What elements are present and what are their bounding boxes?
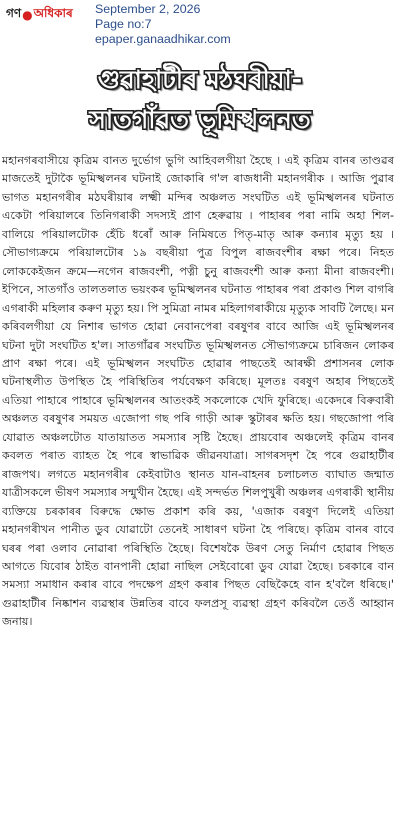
page-number: Page no:7 [95, 17, 152, 31]
logo-right-text: অধিকাৰ [33, 6, 73, 20]
edition-date: September 2, 2026 [95, 2, 201, 16]
edition-meta [95, 2, 395, 47]
article-headline [0, 60, 400, 150]
epaper-url: epaper.ganaadhikar.com [95, 32, 231, 46]
article-body [2, 152, 394, 817]
masthead [0, 0, 400, 58]
logo-dot-icon: ● [22, 8, 33, 22]
article-paragraph: মহানগৰবাসীয়ে কৃত্ৰিম বানত দুৰ্ভোগ ভুগি আহিবলগীয়া হৈছে । এই কৃত্ৰিম বানৰ তাণ্ডৱৰ মাজতেই দুটাকৈ ভূমিস্খলনৰ ঘটনাই জোকাৰি গ'ল ৰাজধানী মহানগৰীক । আজি পুৱাৰ ভাগত মহানগৰীৰ মঠঘৰীয়াৰ লক্ষ্মী মন্দিৰ অঞ্চলত সংঘটিত এই ভূমিস্খলনৰ ঘটনাত একেটা পৰিয়ালৰে তিনিগৰাকী সদস্যই প্ৰাণ হেৰুৱায় । পাহাৰৰ পৰা নামি অহা শিল-বালিয়ে পৰিয়ালটোক হেঁচি ধৰোঁ আৰু নিমিষতে পিতৃ-মাতৃ আৰু কন্যাৰ মৃত্যু হয় । সৌভাগ্যক্ৰমে পৰিয়ালটোৰ ১৯ বছৰীয়া পুত্ৰ বিপুল ৰাজবংশীৰ ৰক্ষা পৰে। নিহত লোককেইজন ক্ৰমে—নগেন ৰাজবংশী, পত্নী চুনু ৰাজবংশী আৰু কন্যা মীনা ৰাজবংশী। ইপিনে, সাতগাঁও তালতলাত ভয়ংকৰ ভূমিস্খলনৰ ঘটনাত পাহাৰৰ পৰা প্ৰকাণ্ড শিল বাগৰি এগৰাকী মহিলাৰ কৰুণ মৃত্যু হয়। পি সুমিত্ৰা নামৰ মহিলাগৰাকীয়ে মৃত্যুক সাবটি লৈছে। মন কৰিবলগীয়া যে নিশাৰ ভাগত হোৱা নেবানপেৰা বৰষুণৰ বাবে আজি এই ভূমিস্খলনৰ ঘটনা দুটা সংঘটিত হ'ল। সাতগাঁৱৰ সংঘটিত ভূমিস্খলনত সৌভাগ্যক্ৰমে চাৰিজন লোকৰ প্ৰাণ ৰক্ষা পৰে। এই ভূমিস্খলন সংঘটিত হোৱাৰ পাছতেই আৰক্ষী প্ৰশাসনৰ লোক ঘটনাস্থলীত উপস্থিত হৈ পৰিস্থিতিৰ পৰ্যবেক্ষণ কৰিছে। মূলতঃ বৰষুণ অহাৰ পিছতেই এতিয়া পাহাৰে পাহাৰে ভূমিস্খলনৰ আতংকই সকলোকে খেদি ফুৰিছে। একেদৰে বিৰুবাৰী অঞ্চলত বৰষুণৰ সময়ত এজোপা গছ পৰি গাড়ী আৰু স্কুটাৰৰ ক্ষতি হয়। গছজোপা পৰি যোৱাত অঞ্চলটোত যাতায়াতত সমস্যাৰ সৃষ্টি হৈছে। প্ৰায়বোৰ অঞ্চলেই কৃত্ৰিম বানৰ কবলত পৰাত ব্যাহত হৈ পৰে স্বাভাৱিক জীৱনযাত্ৰা। সাগৰসদৃশ হৈ পৰে গুৱাহাটীৰ ৰাজপথ। লগতে মহানগৰীৰ কেইবাটাও স্থানত যান-বাহনৰ চলাচলত ব্যাঘাত জন্মাত যাত্ৰীসকলে ভীষণ সমস্যাৰ সন্মুখীন হৈছে। এই সন্দৰ্ভত শিলপুখুৰী অঞ্চলৰ এগৰাকী স্থানীয় ব্যক্তিয়ে চৰকাৰৰ বিৰুদ্ধে ক্ষোভ প্ৰকাশ কৰি কয়, 'এজাক বৰষুণ দিলেই এতিয়া মহানগৰীখন পানীত ডুব যোৱাটো তেনেই সাধাৰণ ঘটনা হৈ পৰিছে। কৃত্ৰিম বানৰ বাবে ঘৰৰ পৰা ওলাব নোৱাৰা পৰিস্থিতি হৈছে। বিশেষকৈ উৰণ সেতু নিৰ্মাণ হোৱাৰ পিছত আগতে যিবোৰ ঠাইত বানপানী হোৱা নাছিল সেইবোৰো ডুব যোৱা হৈছে। চৰকাৰে বান সমস্যা সমাধান কৰাৰ বাবে পদক্ষেপ গ্ৰহণ কৰাৰ পিছত বেছিকৈহে বান হ'বলৈ ধৰিছে।' গুৱাহাটীৰ নিষ্কাশন ব্যৱস্থাৰ উন্নতিৰ বাবে ফলপ্ৰসূ ব্যৱস্থা গ্ৰহণ কৰিবলৈ তেওঁ আহ্বান জনায়। [2, 154, 394, 629]
headline-line-1: গুৱাহাটীৰ মঠঘৰীয়া- [97, 65, 303, 94]
headline-line-2: সাতগাঁৱত ভূমিস্খলনত [89, 105, 311, 134]
newspaper-logo [6, 6, 73, 24]
logo-left-text: গণ [6, 6, 22, 20]
